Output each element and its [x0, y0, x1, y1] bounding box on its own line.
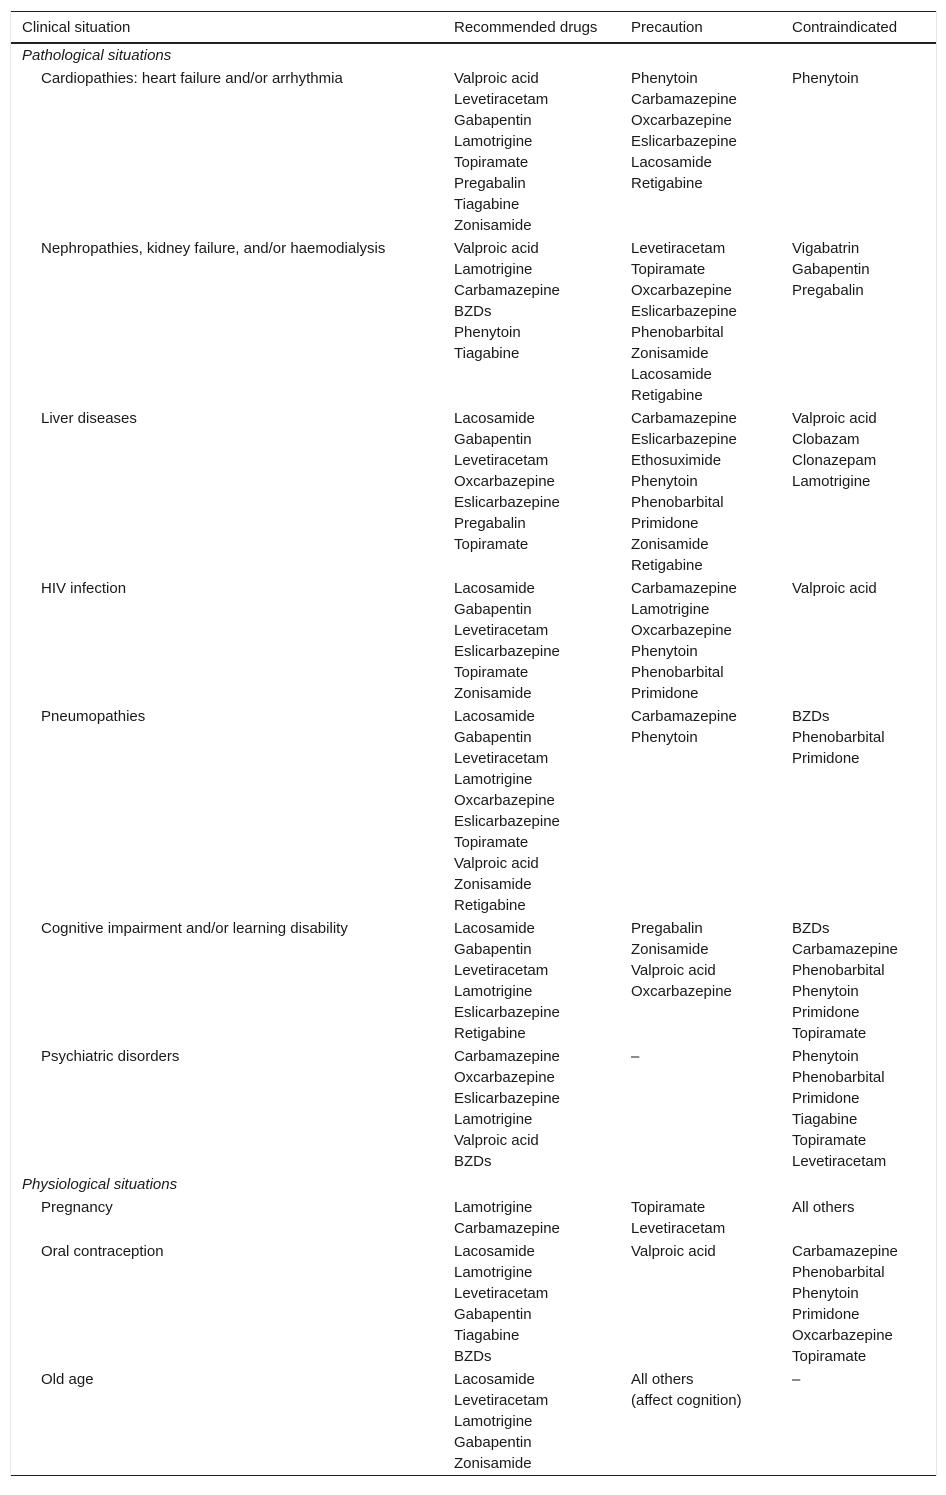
table-row: [11, 237, 936, 407]
drug-item: Zonisamide: [454, 876, 532, 893]
cell-precaution: [620, 1368, 781, 1476]
cell-clinical-situation: Liver diseases: [41, 410, 137, 427]
drug-item: Retigabine: [454, 1025, 526, 1042]
drug-item: Levetiracetam: [454, 452, 549, 469]
drug-item: Gabapentin: [792, 261, 870, 278]
drug-item: Eslicarbazepine: [454, 494, 560, 511]
drug-item: Primidone: [792, 1090, 860, 1107]
table-body: [11, 43, 936, 1476]
drug-item: Carbamazepine: [631, 708, 737, 725]
drug-item: Eslicarbazepine: [454, 813, 560, 830]
drug-item: Levetiracetam: [454, 962, 549, 979]
section-title: Physiological situations: [22, 1176, 178, 1193]
cell-clinical-situation: Cognitive impairment and/or learning disability: [41, 920, 348, 937]
drug-item: Lamotrigine: [792, 473, 871, 490]
drug-item: (affect cognition): [631, 1392, 742, 1409]
drug-item: All others: [631, 1371, 694, 1388]
header-row: [11, 12, 936, 44]
table-row: [11, 1240, 936, 1368]
drug-item: Carbamazepine: [792, 1243, 898, 1260]
drug-item: Lacosamide: [631, 154, 712, 171]
drug-item: Valproic acid: [631, 962, 716, 979]
drug-item: Lamotrigine: [631, 601, 710, 618]
drug-item: Gabapentin: [454, 431, 532, 448]
cell-precaution: [620, 705, 781, 917]
drug-recommendation-table: [11, 11, 936, 1476]
drug-item: Valproic acid: [454, 240, 539, 257]
drug-item: All others: [792, 1199, 855, 1216]
drug-item: Lacosamide: [454, 580, 535, 597]
drug-item: Zonisamide: [454, 685, 532, 702]
cell-clinical-situation: Old age: [41, 1371, 94, 1388]
drug-item: Zonisamide: [631, 941, 709, 958]
drug-item: Retigabine: [631, 175, 703, 192]
drug-item: Phenobarbital: [631, 324, 724, 341]
cell-recommended-drugs: [443, 1368, 620, 1476]
drug-item: Topiramate: [454, 834, 529, 851]
cell-recommended-drugs: [443, 1240, 620, 1368]
drug-item: Pregabalin: [454, 515, 526, 532]
drug-item: Eslicarbazepine: [631, 303, 737, 320]
drug-item: Phenobarbital: [631, 664, 724, 681]
drug-item: Topiramate: [454, 154, 529, 171]
drug-item: Phenytoin: [631, 70, 698, 87]
drug-item: Valproic acid: [454, 70, 539, 87]
drug-item: BZDs: [792, 708, 830, 725]
drug-item: Retigabine: [631, 387, 703, 404]
drug-item: Topiramate: [454, 536, 529, 553]
cell-recommended-drugs: [443, 67, 620, 237]
cell-recommended-drugs: [443, 1045, 620, 1173]
drug-item: Phenytoin: [792, 70, 859, 87]
table-row: [11, 67, 936, 237]
drug-table-frame: [10, 11, 937, 1476]
drug-item: Levetiracetam: [454, 91, 549, 108]
drug-item: Valproic acid: [454, 855, 539, 872]
drug-item: Gabapentin: [454, 729, 532, 746]
cell-contraindicated: [781, 1196, 936, 1240]
drug-item: BZDs: [454, 303, 492, 320]
drug-item: Oxcarbazepine: [631, 282, 732, 299]
drug-item: BZDs: [454, 1348, 492, 1365]
drug-item: Levetiracetam: [792, 1153, 887, 1170]
drug-item: –: [792, 1371, 801, 1388]
drug-item: Levetiracetam: [454, 750, 549, 767]
drug-item: Oxcarbazepine: [454, 792, 555, 809]
drug-item: Phenytoin: [631, 643, 698, 660]
drug-item: Phenobarbital: [792, 729, 885, 746]
cell-clinical-situation: Psychiatric disorders: [41, 1048, 180, 1065]
cell-clinical-situation: Pregnancy: [41, 1199, 113, 1216]
drug-item: Eslicarbazepine: [631, 431, 737, 448]
table-row: [11, 577, 936, 705]
drug-item: Oxcarbazepine: [454, 473, 555, 490]
table-row: [11, 917, 936, 1045]
drug-item: Clonazepam: [792, 452, 877, 469]
header-recommended-drugs: Recommended drugs: [454, 18, 598, 36]
drug-item: Lacosamide: [631, 366, 712, 383]
cell-clinical-situation: Pneumopathies: [41, 708, 146, 725]
cell-contraindicated: [781, 705, 936, 917]
drug-item: Oxcarbazepine: [454, 1069, 555, 1086]
drug-item: Levetiracetam: [454, 622, 549, 639]
drug-item: Pregabalin: [454, 175, 526, 192]
drug-item: Phenytoin: [792, 1285, 859, 1302]
drug-item: Tiagabine: [454, 1327, 520, 1344]
cell-recommended-drugs: [443, 917, 620, 1045]
drug-item: Lamotrigine: [454, 1111, 533, 1128]
cell-contraindicated: [781, 1368, 936, 1476]
cell-precaution: [620, 67, 781, 237]
table-row: [11, 1368, 936, 1476]
drug-item: Levetiracetam: [454, 1392, 549, 1409]
drug-item: Zonisamide: [454, 217, 532, 234]
drug-item: Phenobarbital: [792, 1264, 885, 1281]
section-row: [11, 1173, 936, 1196]
cell-contraindicated: [781, 1045, 936, 1173]
drug-item: Carbamazepine: [454, 1220, 560, 1237]
drug-item: Valproic acid: [792, 410, 877, 427]
cell-recommended-drugs: [443, 407, 620, 577]
drug-item: Levetiracetam: [454, 1285, 549, 1302]
cell-recommended-drugs: [443, 237, 620, 407]
header-clinical-situation: Clinical situation: [22, 18, 131, 36]
drug-item: Topiramate: [454, 664, 529, 681]
cell-contraindicated: [781, 577, 936, 705]
drug-item: Eslicarbazepine: [454, 1004, 560, 1021]
drug-item: Lamotrigine: [454, 1199, 533, 1216]
drug-item: Carbamazepine: [792, 941, 898, 958]
cell-precaution: [620, 1196, 781, 1240]
drug-item: Carbamazepine: [454, 1048, 560, 1065]
cell-contraindicated: [781, 1240, 936, 1368]
drug-item: Oxcarbazepine: [631, 622, 732, 639]
table-row: [11, 705, 936, 917]
drug-item: Zonisamide: [454, 1455, 532, 1472]
section-title: Pathological situations: [22, 47, 172, 64]
drug-item: Lacosamide: [454, 708, 535, 725]
drug-item: Phenytoin: [792, 1048, 859, 1065]
drug-item: Lamotrigine: [454, 983, 533, 1000]
table-row: [11, 1045, 936, 1173]
drug-item: Eslicarbazepine: [454, 643, 560, 660]
drug-item: Topiramate: [792, 1348, 867, 1365]
drug-item: –: [631, 1048, 640, 1065]
drug-item: Lamotrigine: [454, 261, 533, 278]
drug-item: Topiramate: [792, 1025, 867, 1042]
drug-item: Lacosamide: [454, 1371, 535, 1388]
drug-item: Valproic acid: [631, 1243, 716, 1260]
drug-item: Zonisamide: [631, 536, 709, 553]
cell-precaution: [620, 407, 781, 577]
drug-item: Lacosamide: [454, 920, 535, 937]
drug-item: Eslicarbazepine: [631, 133, 737, 150]
drug-item: BZDs: [454, 1153, 492, 1170]
section-row: [11, 43, 936, 67]
cell-recommended-drugs: [443, 577, 620, 705]
drug-item: Levetiracetam: [631, 240, 726, 257]
drug-item: Primidone: [792, 750, 860, 767]
drug-item: Vigabatrin: [792, 240, 860, 257]
drug-item: Phenobarbital: [631, 494, 724, 511]
drug-item: Primidone: [792, 1004, 860, 1021]
drug-item: Gabapentin: [454, 941, 532, 958]
cell-precaution: [620, 1045, 781, 1173]
drug-item: Gabapentin: [454, 112, 532, 129]
drug-item: Oxcarbazepine: [631, 983, 732, 1000]
drug-item: Carbamazepine: [631, 91, 737, 108]
drug-item: Valproic acid: [792, 580, 877, 597]
table-row: [11, 1196, 936, 1240]
drug-item: Levetiracetam: [631, 1220, 726, 1237]
drug-item: Phenytoin: [792, 983, 859, 1000]
cell-precaution: [620, 237, 781, 407]
drug-item: Tiagabine: [454, 345, 520, 362]
drug-item: Primidone: [792, 1306, 860, 1323]
cell-clinical-situation: Cardiopathies: heart failure and/or arrhythmia: [41, 70, 343, 87]
drug-item: Eslicarbazepine: [454, 1090, 560, 1107]
drug-item: Phenobarbital: [792, 962, 885, 979]
drug-item: Phenytoin: [454, 324, 521, 341]
drug-item: BZDs: [792, 920, 830, 937]
drug-item: Lamotrigine: [454, 1264, 533, 1281]
cell-recommended-drugs: [443, 1196, 620, 1240]
drug-item: Pregabalin: [631, 920, 703, 937]
drug-item: Ethosuximide: [631, 452, 722, 469]
drug-item: Lacosamide: [454, 410, 535, 427]
drug-item: Phenytoin: [631, 473, 698, 490]
cell-precaution: [620, 917, 781, 1045]
cell-contraindicated: [781, 67, 936, 237]
drug-item: Topiramate: [631, 261, 706, 278]
drug-item: Carbamazepine: [631, 410, 737, 427]
drug-item: Topiramate: [792, 1132, 867, 1149]
drug-item: Zonisamide: [631, 345, 709, 362]
header-precaution: Precaution: [631, 18, 703, 36]
header-contraindicated: Contraindicated: [792, 18, 898, 36]
cell-contraindicated: [781, 237, 936, 407]
cell-contraindicated: [781, 407, 936, 577]
drug-item: Tiagabine: [454, 196, 520, 213]
cell-recommended-drugs: [443, 705, 620, 917]
drug-item: Phenobarbital: [792, 1069, 885, 1086]
drug-item: Lamotrigine: [454, 1413, 533, 1430]
drug-item: Lacosamide: [454, 1243, 535, 1260]
drug-item: Retigabine: [454, 897, 526, 914]
drug-item: Phenytoin: [631, 729, 698, 746]
drug-item: Gabapentin: [454, 1434, 532, 1451]
drug-item: Primidone: [631, 515, 699, 532]
drug-item: Primidone: [631, 685, 699, 702]
drug-item: Lamotrigine: [454, 771, 533, 788]
drug-item: Gabapentin: [454, 1306, 532, 1323]
drug-item: Oxcarbazepine: [792, 1327, 893, 1344]
drug-item: Lamotrigine: [454, 133, 533, 150]
cell-precaution: [620, 1240, 781, 1368]
drug-item: Pregabalin: [792, 282, 864, 299]
cell-contraindicated: [781, 917, 936, 1045]
cell-precaution: [620, 577, 781, 705]
drug-item: Valproic acid: [454, 1132, 539, 1149]
drug-item: Carbamazepine: [454, 282, 560, 299]
drug-item: Retigabine: [631, 557, 703, 574]
drug-item: Tiagabine: [792, 1111, 858, 1128]
table-row: [11, 407, 936, 577]
drug-item: Oxcarbazepine: [631, 112, 732, 129]
drug-item: Clobazam: [792, 431, 860, 448]
cell-clinical-situation: Nephropathies, kidney failure, and/or haemodialysis: [41, 240, 386, 257]
cell-clinical-situation: HIV infection: [41, 580, 127, 597]
drug-item: Topiramate: [631, 1199, 706, 1216]
drug-item: Carbamazepine: [631, 580, 737, 597]
drug-item: Gabapentin: [454, 601, 532, 618]
cell-clinical-situation: Oral contraception: [41, 1243, 164, 1260]
